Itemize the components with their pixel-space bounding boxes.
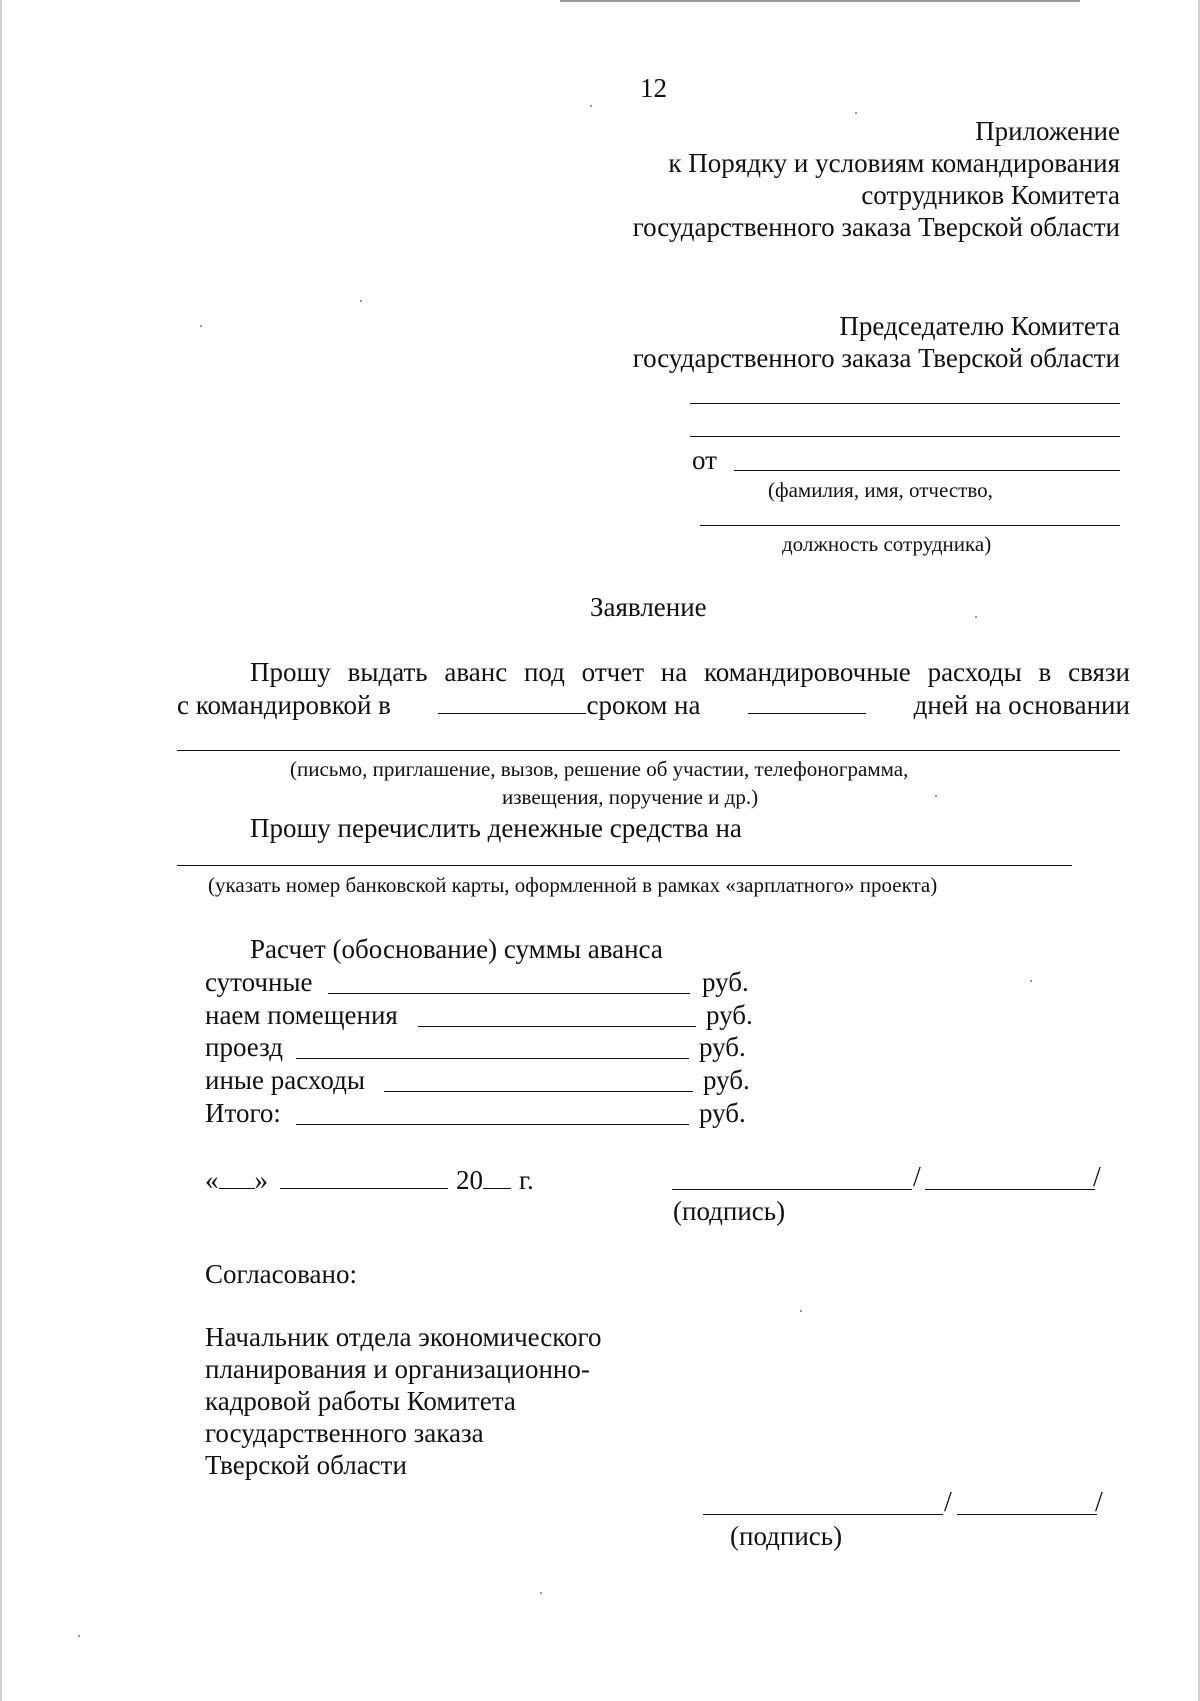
appendix-line: сотрудников Комитета [861, 180, 1120, 210]
date-year-prefix: 20 [456, 1165, 483, 1195]
calc-field-housing[interactable] [418, 1026, 696, 1027]
appendix-header [520, 115, 1120, 243]
scan-edge-left [0, 0, 2, 1701]
appendix-line: Приложение [975, 116, 1120, 146]
addressee-line: государственного заказа Тверской области [632, 343, 1120, 373]
signature-separator: / [1095, 1487, 1103, 1518]
page-number: 12 [640, 73, 667, 103]
scan-speck [800, 1310, 802, 1312]
date-row [205, 1164, 534, 1196]
calc-currency: руб. [706, 1000, 753, 1030]
calc-field-total[interactable] [296, 1124, 689, 1125]
approver-signature-hint: (подпись) [730, 1521, 843, 1551]
from-label: от [692, 445, 717, 475]
calc-label-housing: наем помещения [205, 1000, 398, 1030]
scan-speck [975, 616, 977, 618]
calc-label-travel: проезд [205, 1032, 284, 1062]
calc-currency: руб. [699, 1098, 746, 1128]
signature-hint: (подпись) [673, 1196, 786, 1226]
approver-line: кадровой работы Комитета [205, 1386, 516, 1416]
scan-speck [360, 300, 362, 302]
basis-field[interactable] [177, 750, 1120, 751]
signature-separator: / [913, 1162, 921, 1193]
scan-edge-top [560, 0, 1080, 2]
approval-label: Согласовано: [205, 1259, 357, 1289]
request-text-trip: с командировкой в [177, 690, 391, 720]
approver-signature-field[interactable] [703, 1514, 943, 1515]
approver-line: Начальник отдела экономического [205, 1322, 602, 1352]
calc-currency: руб. [699, 1032, 746, 1062]
calc-label-other: иные расходы [205, 1065, 365, 1095]
date-day-field[interactable] [219, 1164, 255, 1189]
from-name-field[interactable] [734, 470, 1120, 471]
addressee-blank-2[interactable] [690, 436, 1120, 437]
card-number-field[interactable] [177, 865, 1072, 866]
approver-line: Тверской области [205, 1450, 407, 1480]
appendix-line: государственного заказа Тверской области [632, 212, 1120, 242]
document-title: Заявление [590, 592, 707, 622]
destination-field[interactable] [438, 689, 586, 714]
calc-currency: руб. [702, 967, 749, 997]
date-year-suffix: г. [519, 1165, 534, 1195]
applicant-signature-field[interactable] [672, 1189, 912, 1190]
addressee-line: Председателю Комитета [839, 311, 1120, 341]
scan-speck [78, 1635, 80, 1637]
hint-position: должность сотрудника) [782, 532, 992, 556]
transfer-request: Прошу перечислить денежные средства на [250, 813, 742, 843]
addressee-block [520, 310, 1120, 374]
signature-separator: / [1093, 1162, 1101, 1193]
approver-line: государственного заказа [205, 1418, 484, 1448]
hint-card: (указать номер банковской карты, оформленной в рамках «зарплатного» проекта) [208, 873, 938, 897]
hint-basis-2: извещения, поручение и др.) [502, 785, 759, 809]
signature-separator: / [944, 1487, 952, 1518]
date-open-quote: « [205, 1165, 219, 1195]
hint-basis-1: (письмо, приглашение, вызов, решение об участии, телефонограмма, [290, 757, 909, 781]
hint-full-name: (фамилия, имя, отчество, [768, 478, 993, 502]
request-text-basis: дней на основании [913, 690, 1130, 720]
scan-speck [935, 795, 937, 797]
calc-field-daily[interactable] [328, 993, 690, 994]
days-field[interactable] [748, 689, 866, 714]
appendix-line: к Порядку и условиям командирования [668, 148, 1120, 178]
calc-field-other[interactable] [384, 1091, 693, 1092]
calc-title: Расчет (обоснование) суммы аванса [250, 934, 663, 964]
position-field[interactable] [700, 525, 1120, 526]
approver-block [205, 1321, 601, 1481]
calc-label-total: Итого: [205, 1098, 281, 1128]
calc-label-daily: суточные [205, 967, 313, 997]
request-line-1: Прошу выдать аванс под отчет на командировочные расходы в связи [250, 657, 1130, 687]
scan-speck [200, 325, 202, 327]
date-month-field[interactable] [280, 1164, 448, 1189]
calc-currency: руб. [703, 1065, 750, 1095]
request-text-term: сроком на [586, 690, 701, 720]
scan-speck [590, 105, 592, 107]
scan-speck [855, 112, 857, 114]
approver-line: планирования и организационно- [205, 1354, 590, 1384]
scan-speck [1030, 980, 1032, 982]
scan-speck [540, 1592, 542, 1594]
calc-field-travel[interactable] [296, 1058, 689, 1059]
applicant-name-field[interactable] [925, 1189, 1095, 1190]
request-line-2 [177, 689, 1130, 721]
date-year-field[interactable] [483, 1164, 511, 1189]
addressee-blank-1[interactable] [690, 403, 1120, 404]
date-close-quote: » [254, 1165, 268, 1195]
approver-name-field[interactable] [957, 1514, 1097, 1515]
